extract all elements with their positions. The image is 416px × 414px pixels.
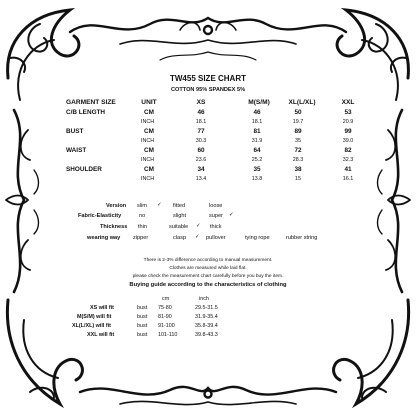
spec-option: no: [139, 213, 146, 219]
table-cell: 60: [197, 147, 205, 154]
bottom-left-corner-ornament: [7, 300, 82, 404]
spec-option: pullover: [206, 235, 226, 241]
top-border-ornament: [70, 18, 346, 60]
spec-label-elasticity: Fabric-Elasticity: [78, 213, 122, 219]
header-xxl: XXL: [341, 99, 355, 106]
bottom-right-corner-ornament: [334, 300, 409, 404]
chart-title: TW455 SIZE CHART: [169, 74, 246, 83]
guide-cm: 101-110: [158, 332, 178, 338]
table-cell: 50: [294, 109, 302, 116]
unit-cm: CM: [144, 109, 154, 116]
table-cell: 39.0: [342, 138, 354, 144]
guide-inch: 31.9-35.4: [195, 314, 218, 320]
guide-part: bust: [137, 305, 148, 311]
row-label-bust: BUST: [66, 128, 84, 135]
row-label-cb-length: C/B LENGTH: [66, 109, 106, 116]
guide-label: XXL will fit: [87, 332, 115, 338]
table-cell: 89: [294, 128, 302, 135]
guide-part: bust: [137, 314, 148, 320]
spec-option: rubber string: [286, 235, 318, 241]
spec-option: thin: [138, 224, 148, 230]
table-cell: 72: [294, 147, 302, 154]
check-mark-icon: ✓: [196, 223, 201, 229]
header-garment-size: GARMENT SIZE: [66, 99, 116, 106]
buying-guide-heading: Buying guide according to the characteristics of clothing: [129, 282, 287, 288]
guide-label: XL(L/XL) will fit: [72, 323, 111, 329]
header-unit: UNIT: [141, 99, 157, 106]
unit-cm: CM: [144, 128, 154, 135]
spec-option: suitable: [169, 224, 189, 230]
table-cell: 16.1: [342, 176, 354, 182]
header-m: M(S/M): [248, 99, 270, 106]
spec-option: fitted: [173, 203, 186, 209]
table-cell: 13.4: [195, 176, 207, 182]
spec-option: slim: [137, 203, 147, 209]
unit-inch: INCH: [141, 176, 155, 182]
guide-inch: 29.5-31.5: [195, 305, 218, 311]
table-cell: 34: [197, 166, 205, 173]
table-cell: 28.3: [292, 157, 304, 163]
guide-cm: 81-90: [158, 314, 172, 320]
spec-label-version: Version: [106, 203, 127, 209]
bottom-border-ornament: [80, 387, 336, 405]
spec-option: super: [209, 213, 223, 219]
top-right-corner-ornament: [337, 10, 408, 100]
row-label-shoulder: SHOULDER: [66, 166, 102, 173]
table-cell: 53: [344, 109, 352, 116]
table-cell: 18.1: [195, 119, 207, 125]
right-border-ornament: [378, 110, 411, 292]
note-laid-flat: Clothes are measured while laid flat.: [169, 266, 247, 271]
table-cell: 99: [344, 128, 352, 135]
table-cell: 41: [344, 166, 352, 173]
table-cell: 35: [253, 166, 261, 173]
unit-inch: INCH: [141, 119, 155, 125]
fabric-composition: COTTON 95% SPANDEX 5%: [170, 87, 246, 93]
top-left-corner-ornament: [8, 10, 79, 100]
spec-option: clasp: [173, 235, 187, 241]
table-cell: 32.3: [342, 157, 354, 163]
spec-label-thickness: Thickness: [100, 224, 128, 230]
table-cell: 46: [253, 109, 261, 116]
guide-cm: 91-100: [158, 323, 175, 329]
table-cell: 64: [253, 147, 261, 154]
left-border-ornament: [6, 110, 39, 292]
spec-option: zipper: [133, 235, 149, 241]
table-cell: 18.1: [251, 119, 263, 125]
unit-cm: CM: [144, 147, 154, 154]
table-cell: 13.8: [251, 176, 263, 182]
table-cell: 81: [253, 128, 261, 135]
spec-option: thick: [210, 224, 222, 230]
table-cell: 25.2: [251, 157, 263, 163]
table-cell: 35: [295, 138, 301, 144]
spec-option: slight: [173, 213, 187, 219]
guide-cm: 75-80: [158, 305, 172, 311]
table-cell: 23.6: [195, 157, 207, 163]
check-mark-icon: ✓: [229, 212, 234, 218]
note-difference: There is 2-3% difference according to manual measurement.: [143, 258, 273, 263]
table-cell: 82: [344, 147, 352, 154]
unit-inch: INCH: [141, 138, 155, 144]
unit-inch: INCH: [141, 157, 155, 163]
check-mark-icon: ✓: [195, 234, 200, 240]
note-check-chart: please check the measurement chart carefully before you buy the item.: [132, 274, 284, 279]
table-cell: 15: [295, 176, 301, 182]
guide-inch: 35.8-39.4: [195, 323, 218, 329]
header-xl: XL(L/XL): [288, 99, 316, 106]
spec-label-wearing-way: wearing way: [87, 235, 121, 241]
guide-part: bust: [137, 332, 148, 338]
table-cell: 31.9: [251, 138, 263, 144]
check-mark-icon: ✓: [157, 202, 162, 208]
table-cell: 20.9: [342, 119, 354, 125]
guide-col-inch: inch: [199, 296, 209, 302]
guide-label: M(S/M) will fit: [77, 314, 112, 320]
row-label-waist: WAIST: [66, 147, 87, 154]
header-xs: XS: [196, 99, 206, 106]
unit-cm: CM: [144, 166, 154, 173]
spec-option: tying rope: [245, 235, 270, 241]
guide-col-cm: cm: [162, 296, 170, 302]
guide-label: XS will fit: [90, 305, 114, 311]
table-cell: 46: [197, 109, 205, 116]
table-cell: 19.7: [292, 119, 304, 125]
guide-inch: 39.8-43.3: [195, 332, 218, 338]
table-cell: 30.3: [195, 138, 207, 144]
spec-option: loose: [209, 203, 223, 209]
table-cell: 77: [197, 128, 205, 135]
table-cell: 38: [294, 166, 302, 173]
guide-part: bust: [137, 323, 148, 329]
